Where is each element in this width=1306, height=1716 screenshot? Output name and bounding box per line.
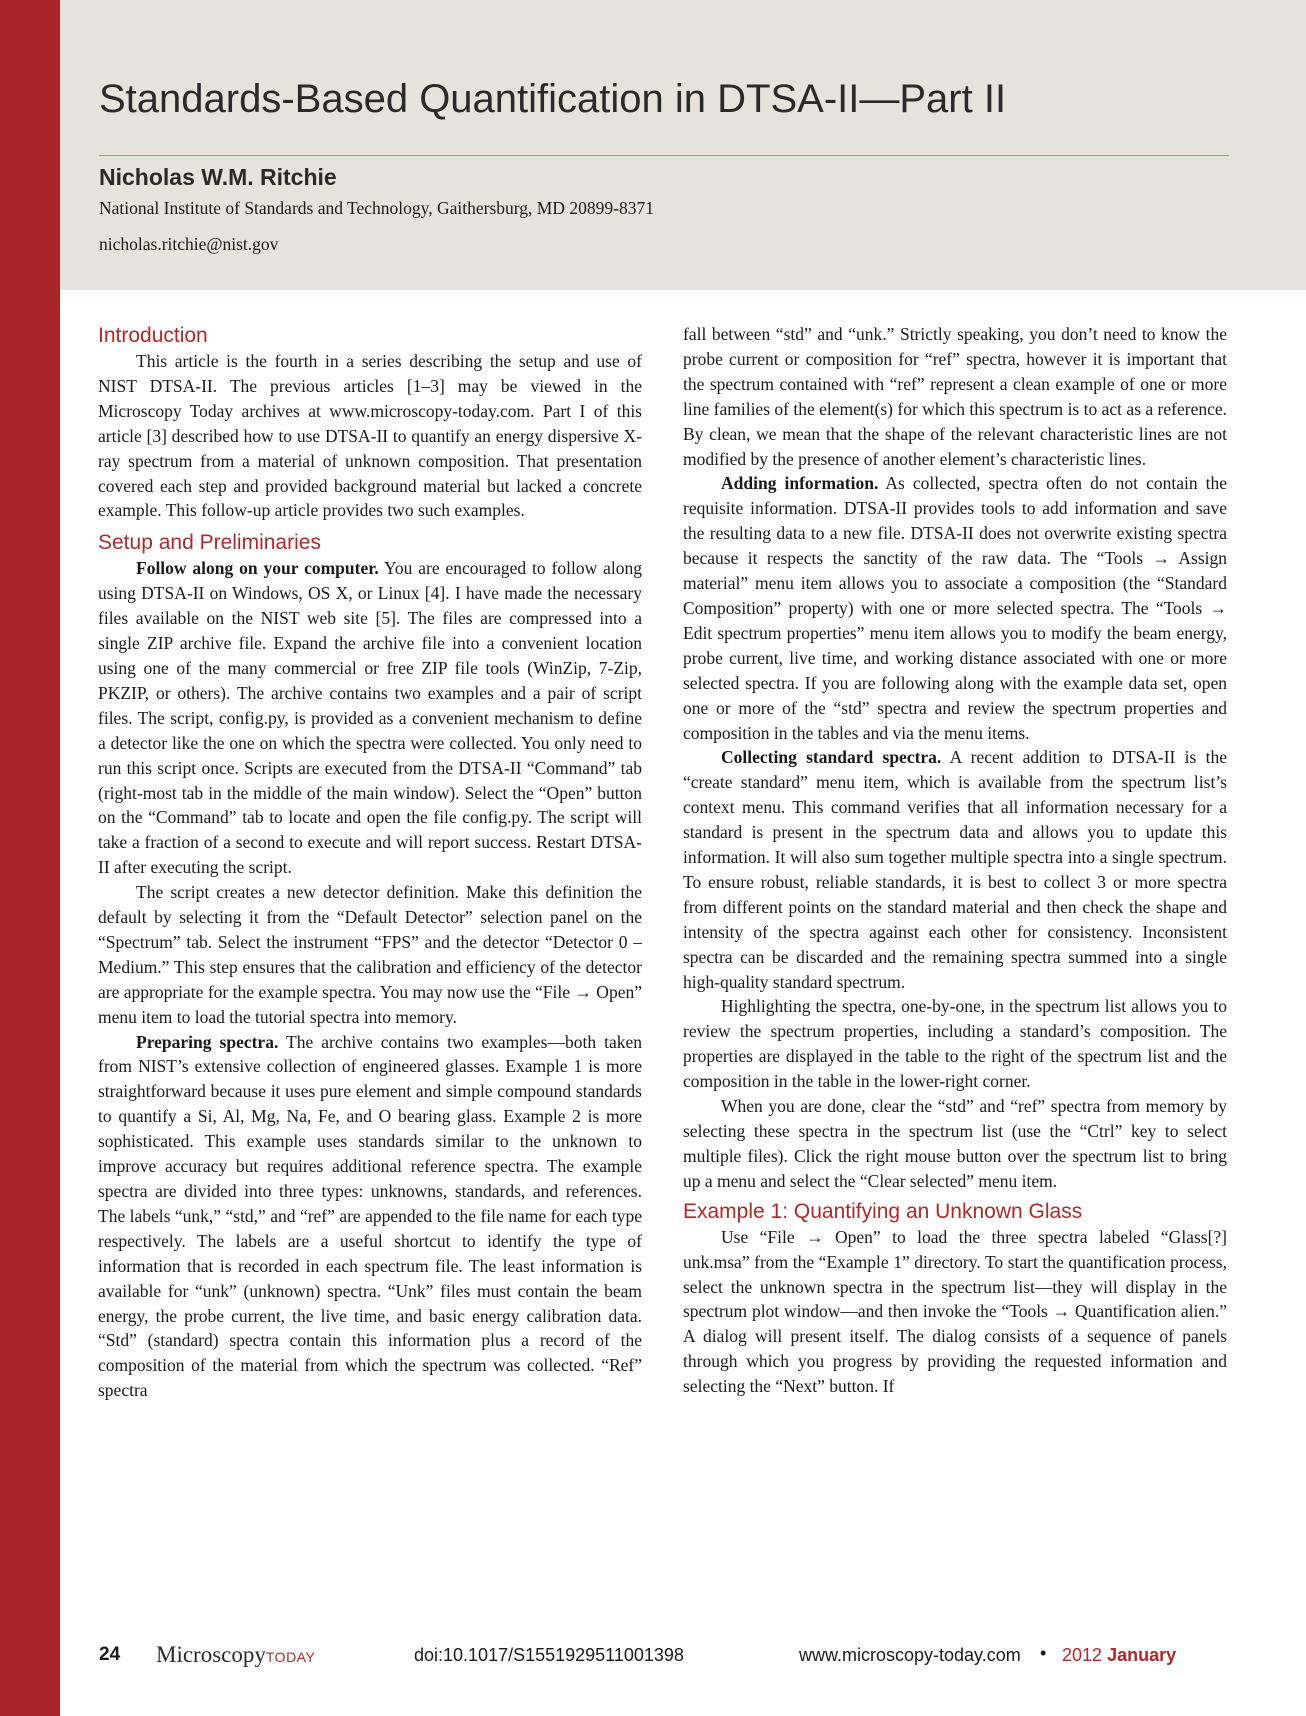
paragraph: Highlighting the spectra, one-by-one, in the spectrum list allows you to review the spectrum properties, including a standard’s composition. The properties are displayed in the table to the right of the spectrum list and the composition in the table in the lower-right corner. — [683, 996, 1227, 1092]
page-number: 24 — [99, 1644, 121, 1665]
paragraph: fall between “std” and “unk.” Strictly speaking, you don’t need to know the probe current or composition for “ref” spectra, however it is important that the spectrum contained with “ref” represent a clean example of one or more line families of the element(s) for which this spectrum is to act as a reference. By clean, we mean that the shape of the relevant characteristic lines are not modified by the presence of another element’s characteristic lines. — [683, 324, 1227, 469]
page-footer — [99, 1640, 1229, 1674]
magazine-logo — [156, 1642, 315, 1668]
paragraph-text: As collected, spectra often do not contain the requisite information. DTSA-II provides tools to add information and save the resulting data to a new file. DTSA-II does not overwrite existing spectra because it respects the sanctity of the raw data. The “Tools → Assign material” menu item allows you to associate a composition (the “Standard Composition” property) with one or more selected spectra. The “Tools → Edit spectrum properties” menu item allows you to modify the beam energy, probe current, live time, and working distance associated with one or more selected spectra. If you are following along with the example data set, open one or more of the “std” spectra and review the spectrum properties and composition in the tables and via the menu items. — [683, 473, 1227, 743]
run-in-heading: Preparing spectra. — [136, 1031, 279, 1052]
title-divider — [99, 155, 1229, 156]
paragraph — [98, 1030, 642, 1404]
paragraph: When you are done, clear the “std” and “ref” spectra from memory by selecting these spectra in the spectrum list (use the “Ctrl” key to select multiple files). Click the right mouse button over the spectrum list to bring up a menu and select the “Clear selected” menu item. — [683, 1096, 1227, 1191]
paragraph — [683, 471, 1227, 745]
paragraph — [683, 745, 1227, 994]
paragraph: The script creates a new detector definition. Make this definition the default by selecting it from the “Default Detector” selection panel on the “Spectrum” tab. Select the instrument “FPS” and the detector “Detector 0 – Medium.” This step ensures that the calibration and efficiency of the detector are appropriate for the example spectra. You may now use the “File → Open” menu item to load the tutorial spectra into memory. — [98, 882, 642, 1027]
run-in-heading: Adding information. — [721, 473, 879, 494]
paragraph-text: You are encouraged to follow along using DTSA-II on Windows, OS X, or Linux [4]. I have made the necessary files available on the NIST web site [5]. The files are compressed into a single ZIP archive file. Expand the archive file into a convenient location using one of the many commercial or free ZIP file tools (WinZip, 7-Zip, PKZIP, or others). The archive contains two examples and a pair of script files. The script, config.py, is provided as a convenient mechanism to define a detector like the one on which the spectra were collected. You only need to run this script once. Scripts are executed from the DTSA-II “Command” tab (right-most tab in the middle of the main window). Select the “Open” button on the “Command” tab to locate and open the file config.py. The script will take a fraction of a second to execute and will report success. Restart DTSA-II after executing the script. — [98, 558, 642, 878]
paragraph: This article is the fourth in a series describing the setup and use of NIST DTSA-II. The previous articles [1–3] may be viewed in the Microscopy Today archives at www.microscopy-today.com. Part I of this article [3] described how to use DTSA-II to quantify an energy dispersive X-ray spectrum from a material of unknown composition. That presentation covered each step and provided background material but lacked a concrete example. This follow-up article provides two such examples. — [98, 351, 642, 521]
section-heading-introduction: Introduction — [98, 324, 208, 347]
doi: doi:10.1017/S1551929511001398 — [414, 1645, 684, 1665]
separator-bullet: • — [1040, 1643, 1047, 1663]
issue-year: 2012 — [1062, 1645, 1103, 1665]
author-name: Nicholas W.M. Ritchie — [99, 164, 337, 190]
issue-month: January — [1107, 1645, 1177, 1665]
section-heading-setup: Setup and Preliminaries — [98, 531, 321, 555]
website-link[interactable]: www.microscopy-today.com — [799, 1645, 1021, 1665]
author-email[interactable]: nicholas.ritchie@nist.gov — [99, 234, 279, 254]
paragraph — [98, 556, 642, 880]
magazine-name: Microscopy — [156, 1642, 266, 1667]
right-column — [683, 322, 1227, 1612]
magazine-name-today: TODAY — [265, 1649, 316, 1665]
left-accent-bar — [0, 0, 60, 1716]
section-heading-example-1: Example 1: Quantifying an Unknown Glass — [683, 1199, 1083, 1223]
paragraph-text: The archive contains two examples—both taken from NIST’s extensive collection of engineered glasses. Example 1 is more straightforward because it uses pure element and simple compound standards to quantify a Si, Al, Mg, Na, Fe, and O bearing glass. Example 2 is more sophisticated. This example uses standards similar to the unknown to improve accuracy but requires additional reference spectra. The example spectra are divided into three types: unknowns, standards, and references. The labels “unk,” “std,” and “ref” are appended to the file name for each type respectively. The labels are a useful shortcut to identify the type of information that is recorded in each spectrum file. The least information is available for “unk” (unknown) spectra. “Unk” files must contain the beam energy, the probe current, the live time, and basic energy calibration data. “Std” (standard) spectra contain this information plus a record of the composition of the material from which the spectrum was collected. “Ref” spectra — [98, 1031, 642, 1401]
issue-date — [1062, 1645, 1176, 1666]
run-in-heading: Follow along on your computer. — [136, 558, 379, 579]
article-title: Standards-Based Quantification in DTSA-II—Part II — [99, 77, 1007, 121]
author-affiliation: National Institute of Standards and Technology, Gaithersburg, MD 20899-8371 — [99, 198, 654, 218]
paragraph: Use “File → Open” to load the three spectra labeled “Glass[?] unk.msa” from the “Example 1” directory. To start the quantification process, select the unknown spectra in the spectrum list—they will display in the spectrum plot window—and then invoke the “Tools → Quantification alien.” A dialog will present itself. The dialog consists of a sequence of panels through which you progress by providing the requested information and selecting the “Next” button. If — [683, 1226, 1227, 1397]
run-in-heading: Collecting standard spectra. — [721, 747, 942, 768]
left-column — [98, 322, 642, 1612]
paragraph-text: A recent addition to DTSA-II is the “create standard” menu item, which is available from the spectrum list’s context menu. This command verifies that all information necessary for a standard is present in the spectrum data and allows you to update this information. It will also sum together multiple spectra into a single spectrum. To ensure robust, reliable standards, it is best to collect 3 or more spectra from different points on the standard material and then check the shape and intensity of the spectra against each other for consistency. Inconsistent spectra can be discarded and the remaining spectra summed into a single high-quality standard spectrum. — [683, 747, 1227, 992]
